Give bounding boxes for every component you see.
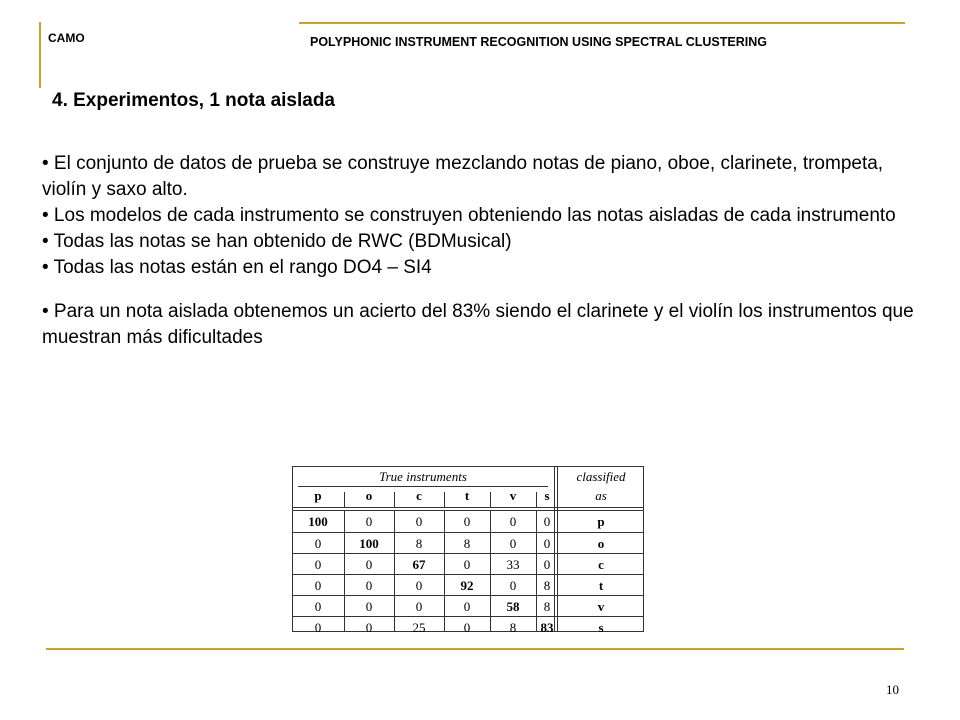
bullet-item: • Todas las notas se han obtenido de RWC (BDMusical) [42,231,512,252]
row-label: v [597,599,605,614]
header-title: POLYPHONIC INSTRUMENT RECOGNITION USING SPECTRAL CLUSTERING [310,35,767,49]
table-cell: 92 [460,578,474,593]
table-cell: 100 [359,536,379,551]
table-cell: 0 [463,599,471,614]
table-cell: 0 [415,599,423,614]
table-cell: 0 [314,599,322,614]
table-cell: 0 [365,578,373,593]
table-cell: 8 [415,536,423,551]
table-cell: 0 [314,557,322,572]
table-cell: 0 [365,514,373,529]
bullet-item: • El conjunto de datos de prueba se construye mezclando notas de piano, oboe, clarinete, trompeta, violín y saxo alto. [42,153,884,200]
table-cell: 0 [365,599,373,614]
table-classified-header: classified [576,469,626,484]
table-cell: 25 [412,620,426,635]
column-header: c [416,488,422,503]
table-cell: 67 [412,557,426,572]
table-cell: 0 [314,536,322,551]
table-cell: 0 [463,514,471,529]
table-cell: 33 [506,557,520,572]
table-cell: 8 [509,620,517,635]
table-cell: 100 [308,514,328,529]
column-header: o [365,488,373,503]
table-cell: 8 [543,578,551,593]
row-label: t [598,578,604,593]
bullet-item: • Los modelos de cada instrumento se construyen obteniendo las notas aisladas de cada instrumento [42,205,896,226]
table-cell: 0 [543,514,551,529]
table-cell: 0 [365,557,373,572]
table-group-header: True instruments [379,469,467,484]
table-cell: 0 [365,620,373,635]
page-number: 10 [886,682,899,697]
table-cell: 8 [543,599,551,614]
column-header: t [464,488,470,503]
table-cell: 0 [543,536,551,551]
section-title: 4. Experimentos, 1 nota aislada [52,90,335,111]
bottom-accent-line [46,648,904,650]
column-header: p [314,488,322,503]
table-cell: 0 [314,578,322,593]
row-label: o [597,536,605,551]
bullet-list [42,151,922,351]
table-cell: 0 [509,536,517,551]
table-rule [298,486,548,487]
header-left: CAMO [48,31,85,45]
bullet-item: • Todas las notas están en el rango DO4 – SI4 [42,257,432,278]
column-header: v [509,488,517,503]
table-cell: 0 [314,620,322,635]
table-cell: 83 [540,620,554,635]
row-label: p [597,514,605,529]
table-cell: 0 [463,557,471,572]
table-cell: 0 [415,514,423,529]
row-label: s [598,620,604,635]
confusion-table [292,466,644,635]
table-cell: 0 [509,578,517,593]
table-as-header: as [595,488,607,503]
table-cell: 0 [543,557,551,572]
row-label: c [598,557,604,572]
table-cell: 0 [509,514,517,529]
top-accent-line [299,22,905,24]
table-cell: 8 [463,536,471,551]
table-cell: 58 [506,599,520,614]
column-header: s [544,488,550,503]
left-accent-line [39,22,41,88]
table-cell: 0 [415,578,423,593]
bullet-item: • Para un nota aislada obtenemos un acierto del 83% siendo el clarinete y el violín los instrumentos que muestran más dificultades [42,301,914,348]
table-cell: 0 [463,620,471,635]
